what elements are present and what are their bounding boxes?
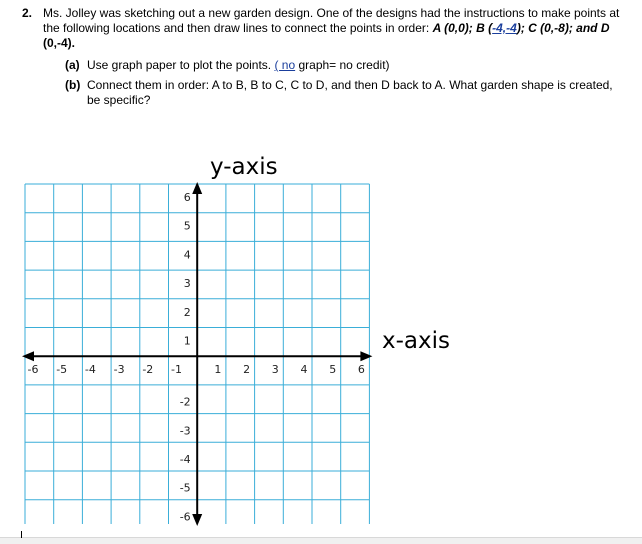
x-tick-label: -1 bbox=[171, 363, 182, 377]
part-b-line-2: be specific? bbox=[87, 93, 151, 107]
points-a: A (0,0); B ( bbox=[432, 21, 493, 35]
x-tick-label: -2 bbox=[142, 363, 154, 377]
part-a-label: (a) bbox=[65, 58, 80, 72]
y-tick-label: -4 bbox=[179, 453, 191, 466]
y-tick-label: -5 bbox=[179, 481, 191, 495]
x-axis-arrow-right bbox=[360, 351, 372, 361]
x-tick-label: 1 bbox=[214, 363, 222, 377]
x-axis-title: x-axis bbox=[382, 328, 450, 354]
y-tick-label: 2 bbox=[183, 305, 191, 319]
x-axis-arrow-left bbox=[22, 351, 34, 361]
stem-line-1: Ms. Jolley was sketching out a new garden design. One of the designs had the instructions to make points at bbox=[43, 6, 620, 20]
x-tick-label: 6 bbox=[357, 363, 365, 377]
x-tick-label: -4 bbox=[84, 363, 96, 377]
x-tick-label: -5 bbox=[56, 363, 68, 377]
part-a-text: Use graph paper to plot the points. bbox=[87, 58, 275, 72]
x-tick-label: 5 bbox=[329, 363, 337, 377]
x-tick-label: -6 bbox=[27, 363, 39, 377]
y-tick-label: 5 bbox=[183, 219, 191, 233]
y-tick-label: 3 bbox=[183, 277, 191, 291]
points-rest: ); C (0,-8); and D bbox=[516, 21, 610, 35]
y-tick-label: -2 bbox=[179, 395, 191, 409]
problem-number: 2. bbox=[22, 6, 33, 20]
x-tick-label: 2 bbox=[243, 363, 251, 377]
y-tick-label: 6 bbox=[183, 191, 191, 204]
part-b-line-1: Connect them in order: A to B, B to C, C to D, and then D back to A. What garden shape is created, bbox=[87, 78, 613, 92]
part-a-link: ( no bbox=[274, 58, 296, 72]
point-b-coords: -4,-4 bbox=[492, 21, 517, 35]
part-a-text-end: graph= no credit) bbox=[295, 58, 390, 72]
text-cursor bbox=[21, 531, 22, 538]
y-tick-label: 1 bbox=[183, 334, 191, 348]
x-tick-label: 3 bbox=[271, 363, 279, 377]
y-tick-label: -3 bbox=[179, 424, 191, 438]
y-axis-arrow-down bbox=[192, 514, 202, 526]
stem-line-3: (0,-4). bbox=[43, 36, 76, 50]
x-tick-label: -3 bbox=[113, 363, 125, 377]
stem-line-2: the following locations and then draw lines to connect the points in order: bbox=[43, 21, 433, 35]
y-axis-title: y-axis bbox=[210, 154, 278, 180]
x-tick-label: 4 bbox=[300, 363, 308, 377]
y-tick-label: -6 bbox=[179, 510, 191, 524]
y-tick-label: 4 bbox=[183, 248, 191, 262]
part-b-label: (b) bbox=[65, 78, 81, 92]
